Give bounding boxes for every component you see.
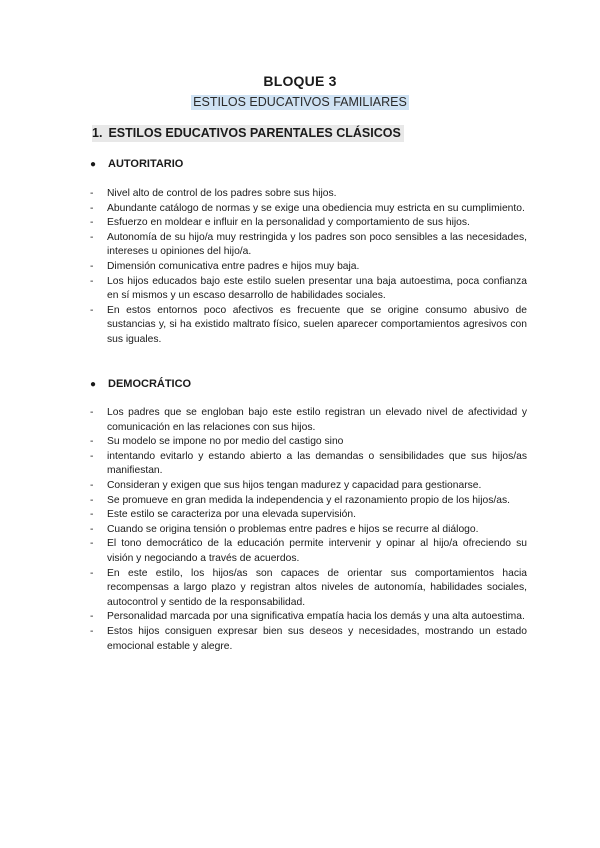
page-title: BLOQUE 3 bbox=[263, 73, 337, 89]
bullet-icon: ● bbox=[90, 379, 97, 390]
dash-marker: - bbox=[90, 202, 94, 214]
section-heading bbox=[92, 125, 404, 142]
list-item-text: Nivel alto de control de los padres sobre sus hijos. bbox=[107, 188, 337, 199]
dash-marker: - bbox=[90, 260, 94, 272]
section-number: 1. bbox=[92, 126, 103, 140]
dash-marker: - bbox=[90, 523, 94, 535]
list-item-text: Estos hijos consiguen expresar bien sus deseos y necesidades, mostrando un estado emocional estable y alegre. bbox=[107, 625, 527, 652]
list-item bbox=[90, 187, 527, 202]
democratico-heading-label: DEMOCRÁTICO bbox=[108, 378, 192, 390]
list-item bbox=[90, 406, 527, 435]
autoritario-heading bbox=[90, 157, 183, 172]
list-item bbox=[90, 435, 527, 450]
list-item-text: Personalidad marcada por una significativa empatía hacia los demás y una alta autoestima. bbox=[107, 611, 525, 623]
dash-marker: - bbox=[90, 509, 94, 521]
list-item bbox=[90, 523, 527, 538]
list-item-text: Esfuerzo en moldear e influir en la personalidad y comportamiento de sus hijos. bbox=[107, 217, 470, 229]
dash-marker: - bbox=[90, 625, 94, 637]
autoritario-list bbox=[90, 187, 527, 348]
list-item-text: Los hijos educados bajo este estilo suelen presentar una baja autoestima, poca confianza en sí mismos y un escaso desarrollo de habilidades sociales. bbox=[107, 275, 527, 302]
list-item bbox=[90, 494, 527, 509]
dash-marker: - bbox=[90, 304, 94, 316]
page-subtitle: ESTILOS EDUCATIVOS FAMILIARES bbox=[193, 95, 407, 109]
list-item bbox=[90, 260, 527, 275]
list-item bbox=[90, 610, 527, 625]
list-item-text: En este estilo, los hijos/as son capaces de orientar sus comportamientos hacia recompensas a largo plazo y registran altos niveles de autonomía, habilidades sociales, autocontrol y sentido de la responsabilidad. bbox=[107, 567, 527, 608]
autoritario-heading-label: AUTORITARIO bbox=[108, 158, 184, 170]
list-item bbox=[90, 479, 527, 494]
list-item-text: Los padres que se engloban bajo este estilo registran un elevado nivel de afectividad y comunicación en las relaciones con sus hijos. bbox=[107, 407, 527, 433]
dash-marker: - bbox=[90, 538, 94, 550]
list-item-text: Se promueve en gran medida la independencia y el razonamiento propio de los hijos/as. bbox=[107, 494, 510, 506]
list-item-text: Este estilo se caracteriza por una elevada supervisión. bbox=[107, 509, 356, 521]
list-item bbox=[90, 567, 527, 611]
list-item-text: En estos entornos poco afectivos es frecuente que se origine consumo abusivo de sustancias y, si ha existido maltrato físico, suelen aparecer comportamientos agresivos con sus iguales. bbox=[107, 304, 527, 345]
dash-marker: - bbox=[90, 450, 94, 462]
list-item-text: Dimensión comunicativa entre padres e hijos muy baja. bbox=[107, 260, 360, 272]
subtitle-wrapper bbox=[0, 93, 600, 111]
dash-marker: - bbox=[90, 494, 94, 506]
list-item-text: El tono democrático de la educación permite intervenir y opinar al hijo/a ofreciendo su visión y negociando a través de acuerdos. bbox=[107, 538, 527, 564]
dash-marker: - bbox=[90, 611, 94, 623]
dash-marker: - bbox=[90, 231, 94, 243]
dash-marker: - bbox=[90, 275, 94, 287]
dash-marker: - bbox=[90, 407, 94, 418]
list-item bbox=[90, 304, 527, 348]
list-item bbox=[90, 231, 527, 260]
list-item-text: Autonomía de su hijo/a muy restringida y los padres son poco sensibles a las necesidades, intereses u opiniones del hijo/a. bbox=[107, 231, 527, 258]
list-item bbox=[90, 202, 527, 217]
bullet-icon: ● bbox=[90, 159, 97, 170]
list-item-text: Cuando se origina tensión o problemas entre padres e hijos se recurre al diálogo. bbox=[107, 523, 479, 535]
dash-marker: - bbox=[90, 567, 94, 579]
list-item bbox=[90, 216, 527, 231]
dash-marker: - bbox=[90, 479, 94, 491]
list-item-text: Consideran y exigen que sus hijos tengan madurez y capacidad para gestionarse. bbox=[107, 479, 482, 491]
list-item bbox=[90, 275, 527, 304]
dash-marker: - bbox=[90, 436, 94, 448]
list-item-text: Su modelo se impone no por medio del castigo sino bbox=[107, 436, 344, 448]
section-label: ESTILOS EDUCATIVOS PARENTALES CLÁSICOS bbox=[108, 126, 401, 140]
democratico-heading bbox=[90, 377, 191, 392]
list-item bbox=[90, 508, 527, 523]
list-item-text: intentando evitarlo y estando abierto a las demandas o sensibilidades que sus hijos/as manifiestan. bbox=[107, 450, 527, 477]
democratico-list bbox=[90, 406, 527, 654]
dash-marker: - bbox=[90, 188, 94, 199]
dash-marker: - bbox=[90, 217, 94, 229]
list-item bbox=[90, 450, 527, 479]
list-item-text: Abundante catálogo de normas y se exige una obediencia muy estricta en su cumplimiento. bbox=[107, 202, 525, 214]
list-item bbox=[90, 625, 527, 654]
list-item bbox=[90, 537, 527, 566]
